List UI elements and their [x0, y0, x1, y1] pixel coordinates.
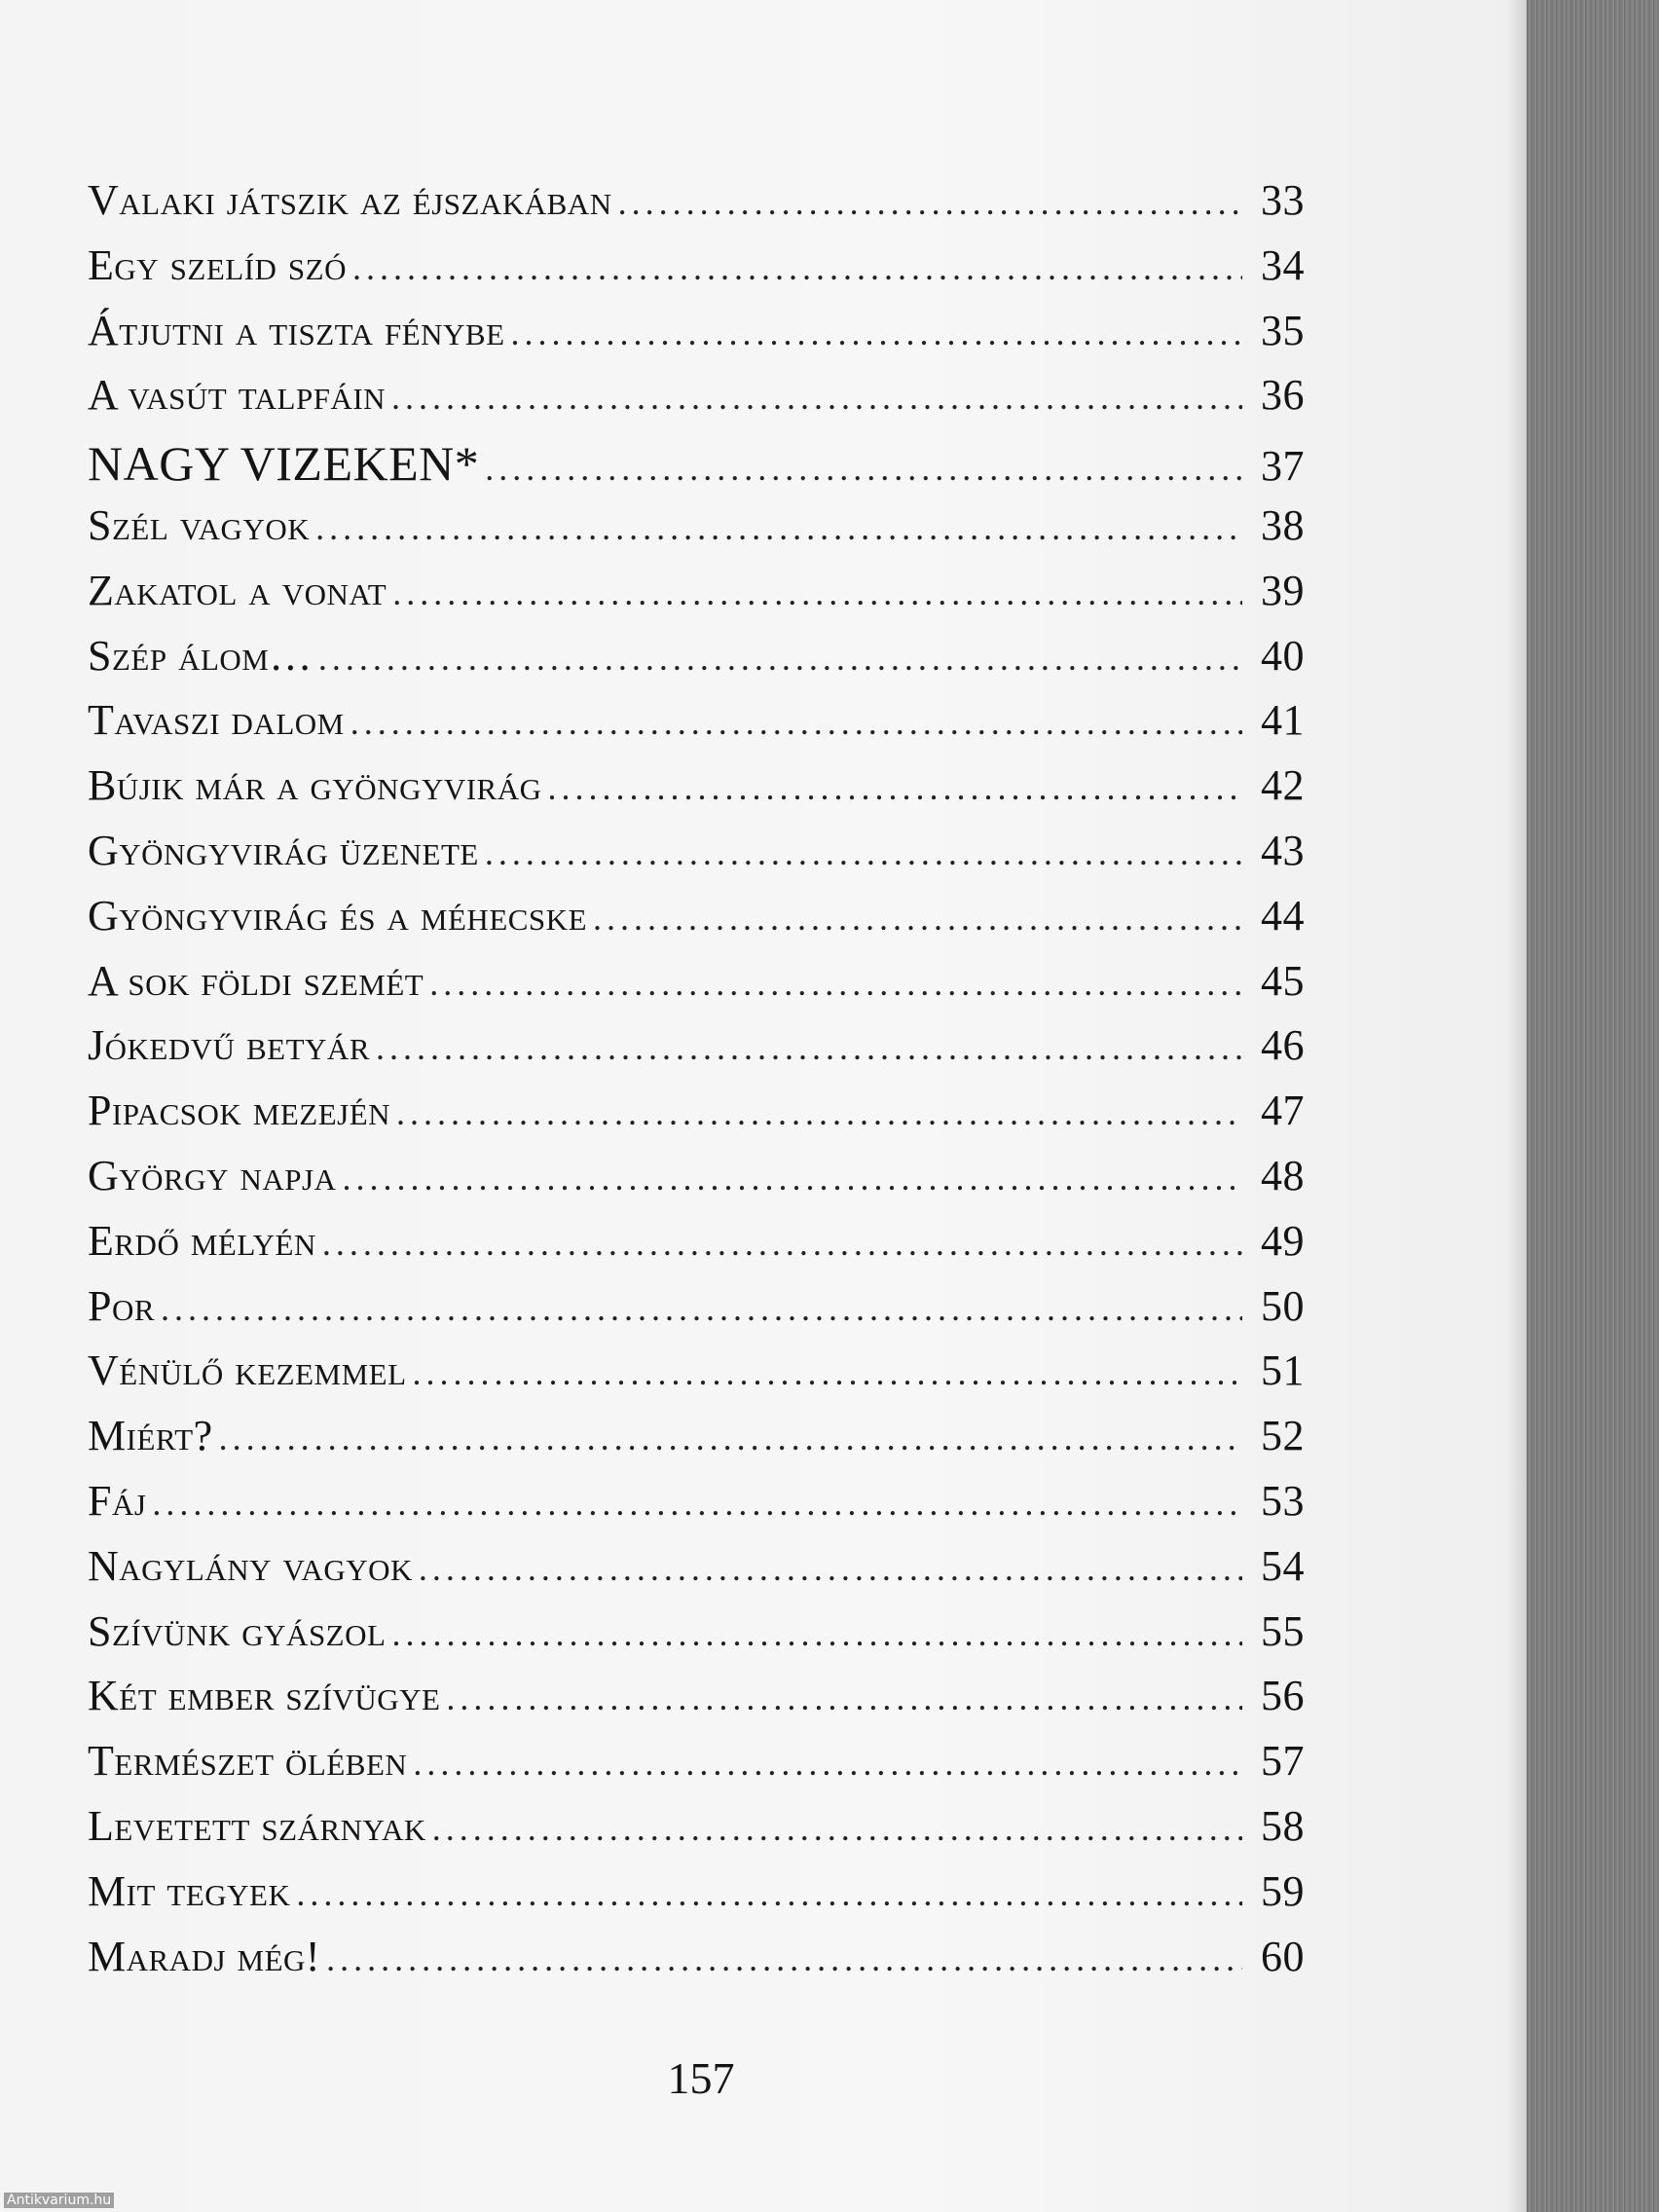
toc-entry-title: Gyöngyvirág üzenete	[88, 826, 479, 874]
toc-entry	[88, 175, 1305, 240]
toc-entry-page: 39	[1261, 566, 1305, 614]
toc-entry-page: 55	[1261, 1606, 1305, 1655]
toc-entry-title: Valaki játszik az éjszakában	[88, 176, 612, 224]
toc-entry	[88, 1281, 1305, 1346]
toc-entry-title: Levetett szárnyak	[88, 1801, 426, 1850]
toc-entry-title: Nagylány vagyok	[88, 1541, 413, 1590]
toc-entry-page: 59	[1261, 1866, 1305, 1915]
toc-entry-title: Por	[88, 1281, 156, 1330]
toc-entry	[88, 370, 1305, 435]
toc-entry-page: 34	[1261, 240, 1305, 289]
toc-entry-page: 58	[1261, 1801, 1305, 1850]
toc-entry	[88, 1606, 1305, 1672]
toc-leader-dots	[391, 377, 1242, 418]
toc-entry-title: Maradj még!	[88, 1932, 321, 1980]
toc-entry	[88, 956, 1305, 1021]
toc-entry-title: A vasút talpfáin	[88, 371, 387, 420]
toc-entry-title: Mit tegyek	[88, 1866, 291, 1915]
toc-entry	[88, 1476, 1305, 1541]
toc-entry	[88, 1151, 1305, 1216]
toc-entry-page: 45	[1261, 956, 1305, 1005]
toc-leader-dots	[429, 963, 1242, 1004]
toc-entry-title: NAGY VIZEKEN*	[88, 436, 480, 492]
toc-leader-dots	[342, 1158, 1242, 1198]
toc-leader-dots	[296, 1873, 1242, 1914]
toc-entry	[88, 1086, 1305, 1151]
toc-entry	[88, 695, 1305, 760]
page-number: 157	[667, 2053, 735, 2103]
toc-leader-dots	[152, 1483, 1242, 1524]
toc-entry-page: 37	[1261, 442, 1305, 491]
toc-entry	[88, 760, 1305, 826]
toc-entry-page: 47	[1261, 1087, 1305, 1135]
toc-entry-page: 41	[1261, 696, 1305, 745]
toc-entry-title: Tavaszi dalom	[88, 696, 345, 745]
toc-entry-page: 56	[1261, 1672, 1305, 1720]
toc-entry	[88, 631, 1305, 696]
toc-entry	[88, 891, 1305, 956]
toc-leader-dots	[318, 638, 1242, 679]
toc-leader-dots	[326, 1938, 1242, 1979]
toc-entry	[88, 1411, 1305, 1476]
toc-entry-title: Fáj	[88, 1476, 147, 1525]
toc-entry-page: 40	[1261, 631, 1305, 680]
toc-entry-title: A sok földi szemét	[88, 956, 424, 1005]
toc-leader-dots	[315, 507, 1242, 548]
toc-leader-dots	[432, 1808, 1242, 1849]
toc-entry-title: Két ember szívügye	[88, 1672, 441, 1720]
toc-entry-page: 36	[1261, 371, 1305, 420]
toc-entry	[88, 1932, 1305, 1997]
adjacent-page-edge	[1527, 0, 1659, 2212]
toc-entry-title: Átjutni a tiszta fénybe	[88, 306, 505, 354]
toc-entry	[88, 500, 1305, 566]
watermark: Antikvarium.hu	[4, 2193, 114, 2208]
toc-leader-dots	[376, 1027, 1242, 1068]
toc-entry-page: 44	[1261, 891, 1305, 940]
toc-entry	[88, 1866, 1305, 1932]
toc-leader-dots	[511, 313, 1242, 353]
toc-entry-page: 46	[1261, 1021, 1305, 1070]
toc-leader-dots	[548, 767, 1242, 808]
toc-leader-dots	[350, 702, 1242, 743]
toc-entry-title: György napja	[88, 1151, 337, 1199]
toc-entry-page: 53	[1261, 1476, 1305, 1525]
toc-entry-page: 42	[1261, 761, 1305, 810]
toc-entry-title: Erdő mélyén	[88, 1216, 316, 1265]
toc-entry-page: 38	[1261, 500, 1305, 549]
toc-entry	[88, 1671, 1305, 1736]
toc-entry-page: 50	[1261, 1281, 1305, 1330]
toc-entry	[88, 1801, 1305, 1866]
toc-leader-dots	[446, 1677, 1242, 1718]
toc-entry-title: Egy szelíd szó	[88, 240, 347, 289]
toc-entry	[88, 1216, 1305, 1281]
toc-entry-page: 54	[1261, 1541, 1305, 1590]
toc-leader-dots	[391, 1613, 1242, 1654]
toc-leader-dots	[413, 1352, 1242, 1393]
toc-entry	[88, 1736, 1305, 1801]
toc-entry	[88, 1541, 1305, 1606]
toc-entry-page: 43	[1261, 826, 1305, 874]
toc-leader-dots	[322, 1223, 1242, 1264]
toc-entry-page: 49	[1261, 1216, 1305, 1265]
toc-entry-title: Miért?	[88, 1412, 213, 1460]
toc-leader-dots	[219, 1418, 1242, 1458]
toc-leader-dots	[593, 898, 1242, 939]
toc-entry-page: 52	[1261, 1412, 1305, 1460]
toc-entry	[88, 306, 1305, 371]
toc-leader-dots	[392, 572, 1242, 613]
toc-entry	[88, 1346, 1305, 1411]
toc-leader-dots	[161, 1288, 1242, 1329]
toc-entry-title: Szél vagyok	[88, 500, 311, 549]
toc-entry	[88, 1020, 1305, 1086]
toc-entry-page: 60	[1261, 1932, 1305, 1980]
toc-entry-title: Szép álom…	[88, 631, 313, 680]
toc-leader-dots	[485, 832, 1242, 873]
toc-leader-dots	[352, 247, 1242, 288]
toc-entry	[88, 435, 1305, 500]
toc-entry-page: 51	[1261, 1346, 1305, 1395]
toc-entry-title: Bújik már a gyöngyvirág	[88, 761, 542, 810]
toc-entry-page: 33	[1261, 176, 1305, 224]
toc-leader-dots	[419, 1548, 1242, 1589]
toc-entry-title: Zakatol a vonat	[88, 566, 387, 614]
toc-leader-dots	[618, 182, 1242, 223]
toc-entry-title: Természet ölében	[88, 1737, 408, 1786]
toc-leader-dots	[396, 1092, 1242, 1133]
toc-entry-page: 57	[1261, 1737, 1305, 1786]
toc-leader-dots	[413, 1743, 1242, 1784]
toc-entry-title: Szívünk gyászol	[88, 1606, 387, 1655]
toc-entry-title: Gyöngyvirág és a méhecske	[88, 891, 588, 940]
table-of-contents	[88, 175, 1305, 1996]
toc-leader-dots	[485, 448, 1242, 489]
toc-entry	[88, 566, 1305, 631]
toc-entry-title: Vénülő kezemmel	[88, 1346, 407, 1395]
toc-entry-title: Pipacsok mezején	[88, 1087, 391, 1135]
toc-entry	[88, 240, 1305, 306]
toc-entry-page: 48	[1261, 1151, 1305, 1199]
toc-entry-page: 35	[1261, 306, 1305, 354]
toc-entry	[88, 826, 1305, 891]
toc-entry-title: Jókedvű betyár	[88, 1021, 370, 1070]
